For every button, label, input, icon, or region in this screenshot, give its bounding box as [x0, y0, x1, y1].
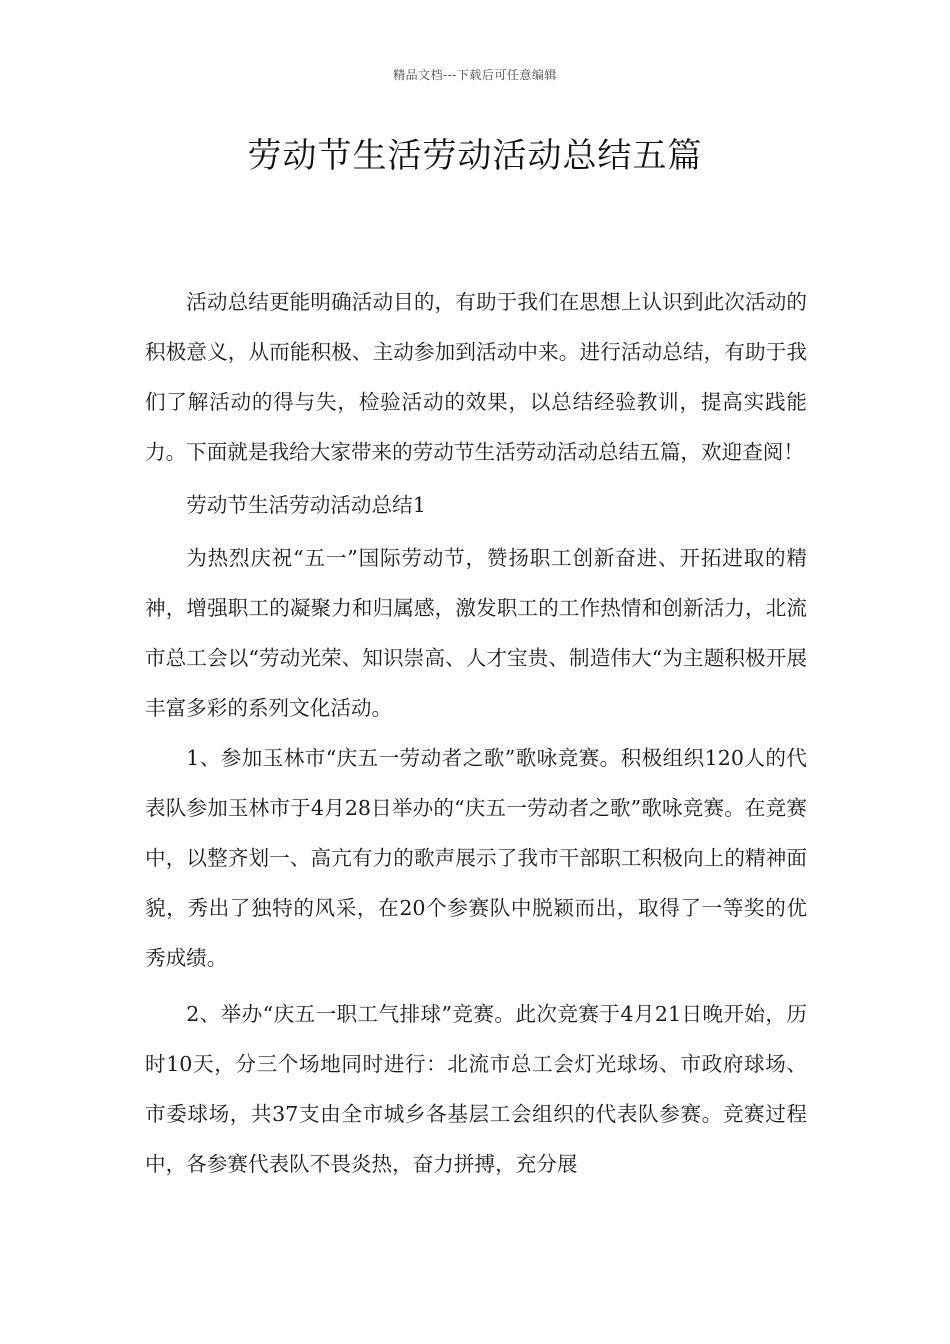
body-paragraph: 1、参加玉林市“庆五一劳动者之歌”歌咏竞赛。积极组织120人的代表队参加玉林市于4月28日举办的“庆五一劳动者之歌”歌咏竞赛。在竞赛中，以整齐划一、高亢有力的歌声展示了我市干部职工积极向上的精神面貌，秀出了独特的风采，在20个参赛队中脱颖而出，取得了一等奖的优秀成绩。: [145, 746, 807, 970]
header-note: 精品文档---下载后可任意编辑: [393, 68, 557, 82]
document-title: 劳动节生活劳动活动总结五篇: [247, 136, 703, 176]
body-paragraph: 为热烈庆祝“五一”国际劳动节，赞扬职工创新奋进、开拓进取的精神，增强职工的凝聚力和归属感，激发职工的工作热情和创新活力，北流市总工会以“劳动光荣、知识崇高、人才宝贵、制造伟大“为主题积极开展丰富多彩的系列文化活动。: [145, 546, 807, 720]
body-paragraph: 2、举办“庆五一职工气排球”竞赛。此次竞赛于4月21日晚开始，历时10天，分三个场地同时进行：北流市总工会灯光球场、市政府球场、市委球场，共37支由全市城乡各基层工会组织的代表队参赛。竞赛过程中，各参赛代表队不畏炎热，奋力拼搏，充分展: [145, 1002, 807, 1176]
section-heading-1: 劳动节生活劳动活动总结1: [186, 493, 426, 517]
intro-paragraph: 活动总结更能明确活动目的，有助于我们在思想上认识到此次活动的积极意义，从而能积极、主动参加到活动中来。进行活动总结，有助于我们了解活动的得与失，检验活动的效果，以总结经验教训，提高实践能力。下面就是我给大家带来的劳动节生活劳动活动总结五篇，欢迎查阅！: [145, 290, 807, 464]
document-body: [145, 277, 807, 1189]
